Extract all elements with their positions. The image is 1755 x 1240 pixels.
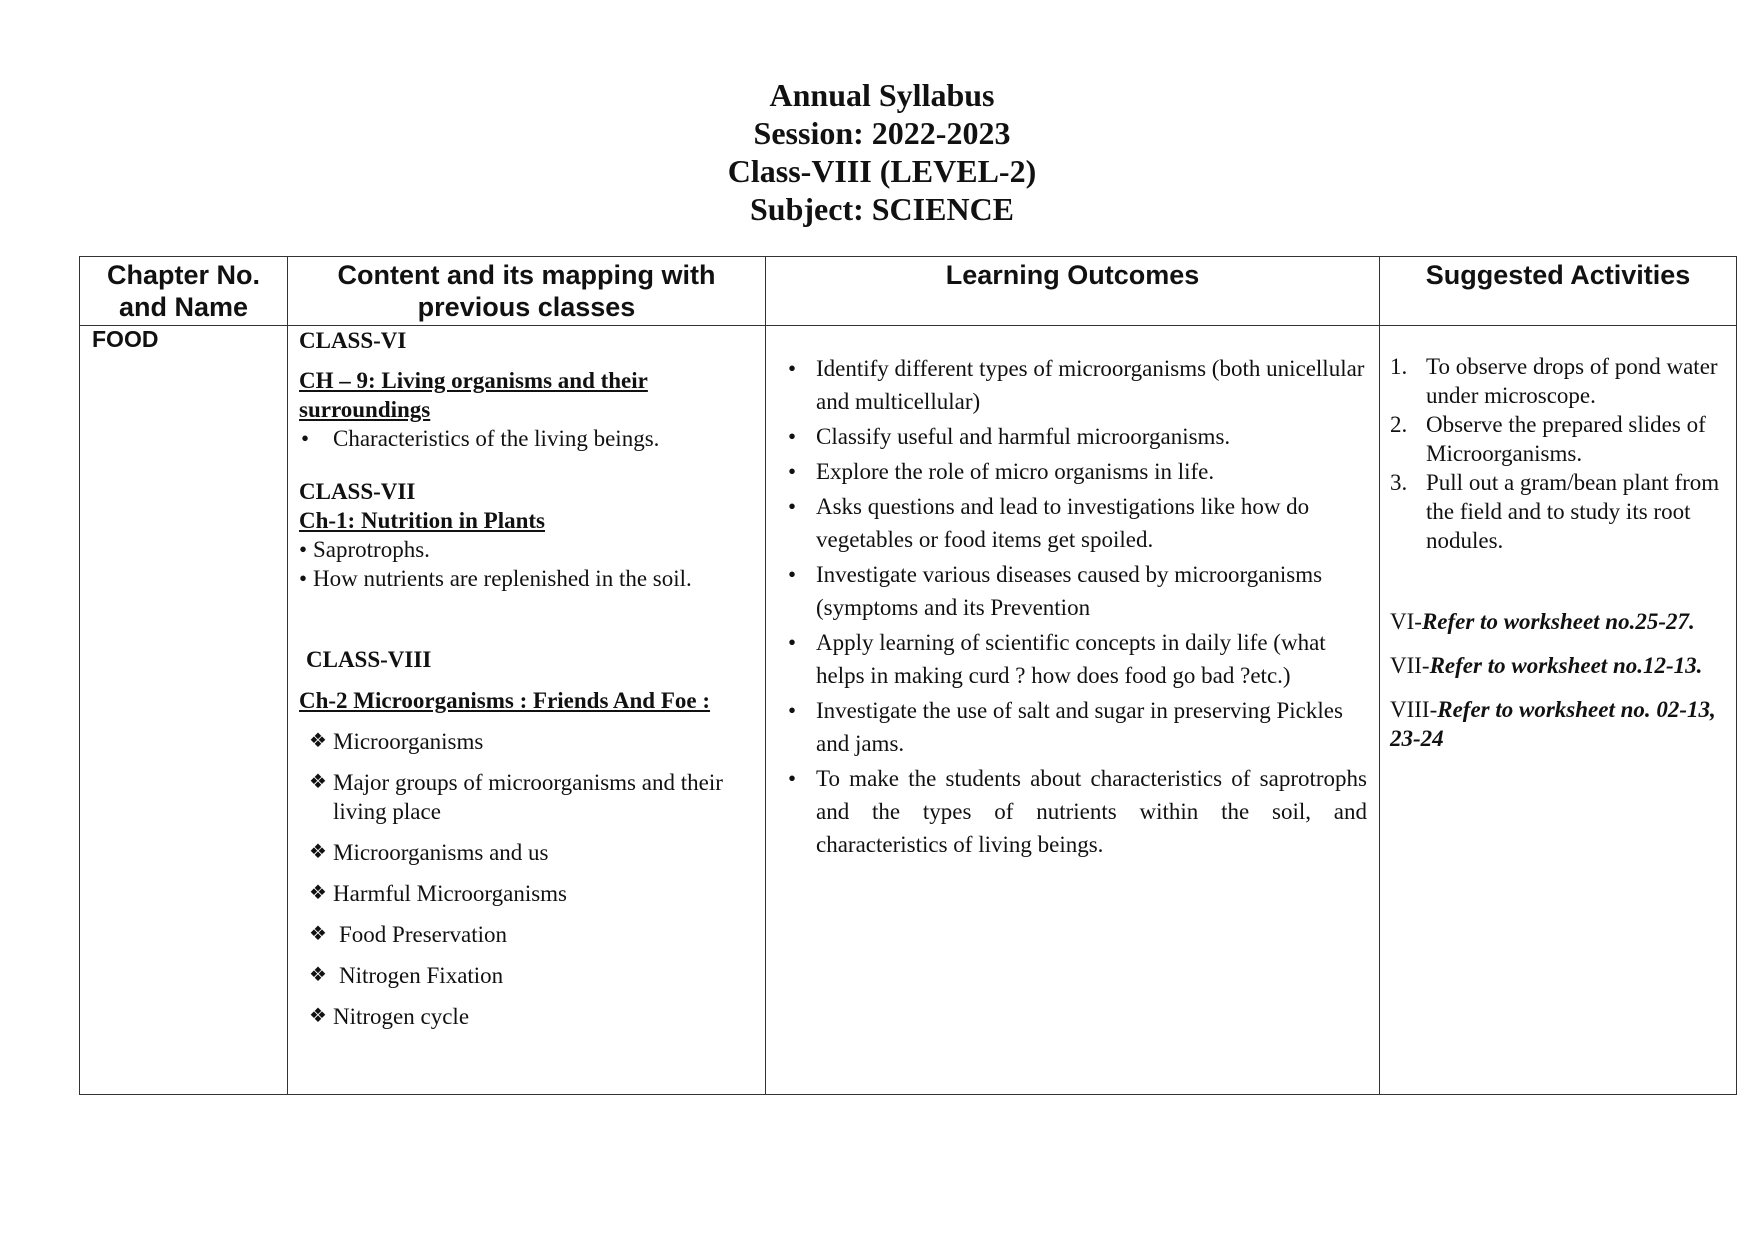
worksheet-ref-class-6: VI-Refer to worksheet no.25-27. (1390, 609, 1695, 634)
header-content-line1: Content and its mapping with (337, 260, 716, 290)
list-item: ❖ Nitrogen Fixation (309, 963, 504, 988)
class-6-list (299, 424, 765, 453)
diamond-bullet-icon: ❖ (309, 882, 327, 904)
item-number: 3. (1390, 470, 1408, 495)
item-text: Observe the prepared slides of Microorganisms. (1426, 412, 1706, 466)
class-8-list (299, 727, 765, 1031)
list-item: ❖ Microorganisms (309, 729, 484, 754)
class-7-chapter: Ch-1: Nutrition in Plants (299, 508, 545, 533)
diamond-bullet-icon: ❖ (309, 841, 327, 863)
title-subject: Subject: SCIENCE (749, 191, 1015, 227)
table-row (80, 326, 1737, 1095)
list-item: ❖ Microorganisms and us (309, 840, 549, 865)
header-chapter-line1: Chapter No. (106, 260, 260, 290)
class-7-list (299, 535, 765, 593)
list-item (1390, 468, 1726, 555)
item-number: 2. (1390, 412, 1408, 437)
learning-outcomes-cell (766, 326, 1380, 1095)
worksheet-ref-class-8: VIII-Refer to worksheet no. 02-13, 23-24 (1390, 697, 1716, 751)
diamond-bullet-icon: ❖ (309, 771, 327, 793)
worksheet-ref-class-7: VII-Refer to worksheet no.12-13. (1390, 653, 1703, 678)
header-content (288, 257, 766, 326)
syllabus-table (79, 256, 1737, 1095)
header-content-line2: previous classes (417, 292, 636, 322)
list-item: • Characteristics of the living beings. (299, 424, 765, 453)
header-chapter (80, 257, 288, 326)
content-cell (288, 326, 766, 1095)
document-title (0, 76, 1755, 228)
list-item: • Saprotrophs. (299, 535, 765, 564)
list-item: ❖ Nitrogen cycle (309, 1004, 470, 1029)
class-7-label: CLASS-VII (299, 479, 416, 504)
class-6-chapter-line2: surroundings (299, 397, 431, 422)
item-text: Pull out a gram/bean plant from the field and to study its root nodules. (1426, 470, 1720, 553)
title-class: Class-VIII (LEVEL-2) (727, 153, 1037, 189)
list-item: • Explore the role of micro organisms in life. (776, 455, 1367, 488)
activities-list (1390, 352, 1726, 555)
diamond-bullet-icon: ❖ (309, 923, 327, 945)
list-item: • Classify useful and harmful microorganisms. (776, 420, 1367, 453)
title-session: Session: 2022-2023 (753, 115, 1011, 151)
list-item: • Apply learning of scientific concepts in daily life (what helps in making curd ? how does food go bad ?etc.) (776, 626, 1367, 692)
item-text: To observe drops of pond water under microscope. (1426, 354, 1718, 408)
list-item: • Identify different types of microorganisms (both unicellular and multicellular) (776, 352, 1367, 418)
list-item (1390, 352, 1726, 410)
header-activities: Suggested Activities (1380, 257, 1737, 326)
class-6-label: CLASS-VI (299, 328, 407, 353)
class-6-chapter-line1: CH – 9: Living organisms and their (299, 368, 648, 393)
item-number: 1. (1390, 354, 1408, 379)
header-outcomes: Learning Outcomes (766, 257, 1380, 326)
header-chapter-line2: and Name (118, 292, 249, 322)
list-item: ❖ Food Preservation (309, 922, 508, 947)
list-item: • To make the students about characteristics of saprotrophs and the types of nutrients within the soil, and characteristics of living beings. (776, 762, 1367, 861)
table-header-row (80, 257, 1737, 326)
class-8-label: CLASS-VIII (306, 647, 432, 672)
list-item: • Asks questions and lead to investigations like how do vegetables or food items get spoiled. (776, 490, 1367, 556)
list-item: • Investigate the use of salt and sugar in preserving Pickles and jams. (776, 694, 1367, 760)
diamond-bullet-icon: ❖ (309, 730, 327, 752)
title-line-1: Annual Syllabus (769, 77, 995, 113)
diamond-bullet-icon: ❖ (309, 1005, 327, 1027)
diamond-bullet-icon: ❖ (309, 964, 327, 986)
list-item: ❖ Harmful Microorganisms (309, 881, 568, 906)
list-item (1390, 410, 1726, 468)
list-item: ❖ Major groups of microorganisms and their living place (309, 770, 723, 824)
class-6-chapter (299, 366, 765, 424)
class-8-chapter: Ch-2 Microorganisms : Friends And Foe : (299, 688, 711, 713)
outcomes-list (776, 352, 1367, 861)
list-item: • How nutrients are replenished in the soil. (299, 564, 765, 593)
chapter-name: FOOD (80, 326, 288, 1095)
suggested-activities-cell (1380, 326, 1737, 1095)
list-item: • Investigate various diseases caused by microorganisms (symptoms and its Prevention (776, 558, 1367, 624)
